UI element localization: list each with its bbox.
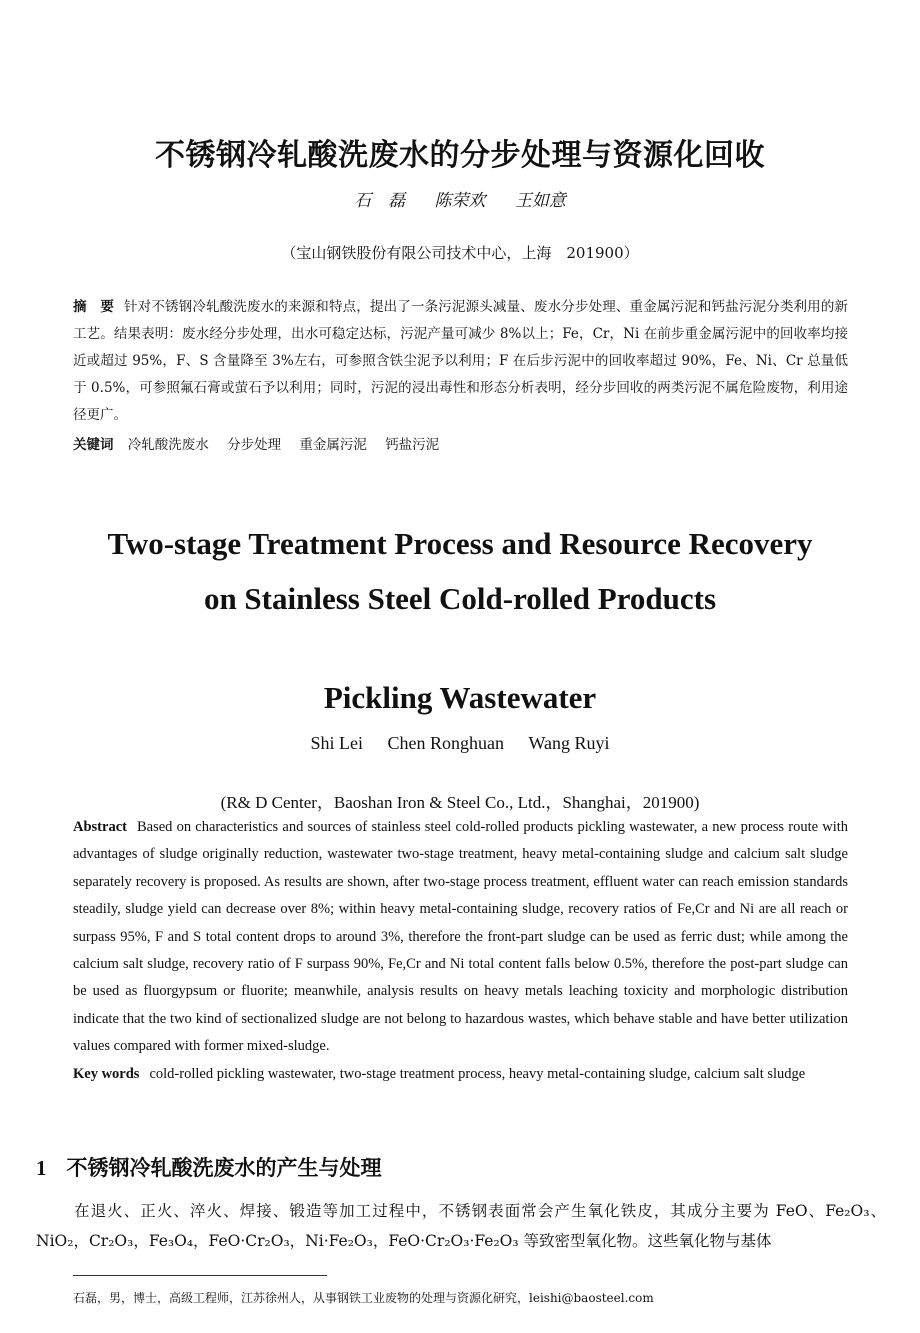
english-affiliation: (R& D Center，Baoshan Iron & Steel Co., Ltd.，Shanghai，201900) xyxy=(220,793,700,812)
author-name: Chen Ronghuan xyxy=(387,733,504,753)
section-heading xyxy=(36,1152,382,1182)
english-authors xyxy=(0,733,920,754)
section-title: 不锈钢冷轧酸洗废水的产生与处理 xyxy=(66,1155,382,1180)
abstract-label: Abstract xyxy=(73,819,127,835)
keyword: 钙盐污泥 xyxy=(385,437,440,453)
footnote-divider xyxy=(73,1275,327,1276)
abstract-text: Based on characteristics and sources of stainless steel cold-rolled products pickling wastewater, a new process route with advantages of sludge originally reduction, wastewater two-stage treatment, heavy metal-containing sludge and calcium salt sludge separately recovery is proposed. As results are shown, after two-stage process treatment, effluent water can reach emission standards steadily, sludge yield can decrease over 8%; within heavy metal-containing sludge, recovery ratios of Fe,Cr and Ni are all reach or surpass 95%, F and S total content drops to around 3%, therefore the front-part sludge can be used as ferric dust; while among the calcium salt sludge, recovery ratio of F surpass 90%, Fe,Cr and Ni total content falls below 0.5%, therefore the post-part sludge can be used as fluorgypsum or fluorite; meanwhile, analysis results on heavy metals leaching toxicity and morphologic distribution indicate that the two kind of sectionalized sludge are not belong to hazardous wastes, which behave stable and have better utilization values compared with former mixed-sludge. xyxy=(73,819,848,1055)
author-name: 石 磊 xyxy=(354,191,406,211)
author-name: Shi Lei xyxy=(310,733,363,753)
chinese-abstract xyxy=(73,294,848,429)
keyword: 冷轧酸洗废水 xyxy=(127,437,209,453)
footnote: 石磊，男，博士，高级工程师，江苏徐州人，从事钢铁工业废物的处理与资源化研究，leishi@baosteel.com xyxy=(73,1291,654,1305)
abstract-label: 摘 要 xyxy=(73,299,114,315)
english-title-line: Pickling Wastewater xyxy=(323,680,597,715)
abstract-text: 针对不锈钢冷轧酸洗废水的来源和特点，提出了一条污泥源头减量、废水分步处理、重金属污泥和钙盐污泥分类利用的新工艺。结果表明：废水经分步处理，出水可稳定达标，污泥产量可减少 8%以上；Fe，Cr，Ni 在前步重金属污泥中的回收率均接近或超过 95%，F、S 含量降至 3%左右，可参照含铁尘泥予以利用；F 在后步污泥中的回收率超过 90%，Fe、Ni、Cr 总量低于 0.5%，可参照氟石膏或萤石予以利用；同时，污泥的浸出毒性和形态分析表明，经分步回收的两类污泥不属危险废物，利用途径更广。 xyxy=(73,299,849,423)
chinese-affiliation: （宝山钢铁股份有限公司技术中心，上海 201900） xyxy=(281,244,639,262)
english-abstract xyxy=(73,814,848,1088)
english-title-line: Two-stage Treatment Process and Resource Recovery xyxy=(107,526,813,561)
keywords-label: 关键词 xyxy=(73,437,114,453)
keywords-text: cold-rolled pickling wastewater, two-stage treatment process, heavy metal-containing sludge, calcium salt sludge xyxy=(149,1065,806,1082)
english-title xyxy=(0,516,920,626)
section-number: 1 xyxy=(36,1156,47,1180)
keywords-label: Key words xyxy=(73,1065,140,1082)
chinese-title: 不锈钢冷轧酸洗废水的分步处理与资源化回收 xyxy=(155,138,765,173)
body-paragraph: 在退火、正火、淬火、焊接、锻造等加工过程中，不锈钢表面常会产生氧化铁皮，其成分主要为 FeO、Fe₂O₃、NiO₂，Cr₂O₃，Fe₃O₄，FeO·Cr₂O₃，Ni·Fe₂O₃，FeO·Cr₂O₃·Fe₂O₃ 等致密型氧化物。这些氧化物与基体 xyxy=(36,1202,886,1250)
chinese-keywords xyxy=(73,432,848,459)
keyword: 重金属污泥 xyxy=(299,437,367,453)
chinese-authors xyxy=(0,186,920,211)
keyword: 分步处理 xyxy=(227,437,282,453)
author-name: 陈荣欢 xyxy=(434,191,486,211)
english-title-line: on Stainless Steel Cold-rolled Products xyxy=(203,581,717,616)
author-name: 王如意 xyxy=(514,191,566,211)
author-name: Wang Ruyi xyxy=(528,733,610,753)
